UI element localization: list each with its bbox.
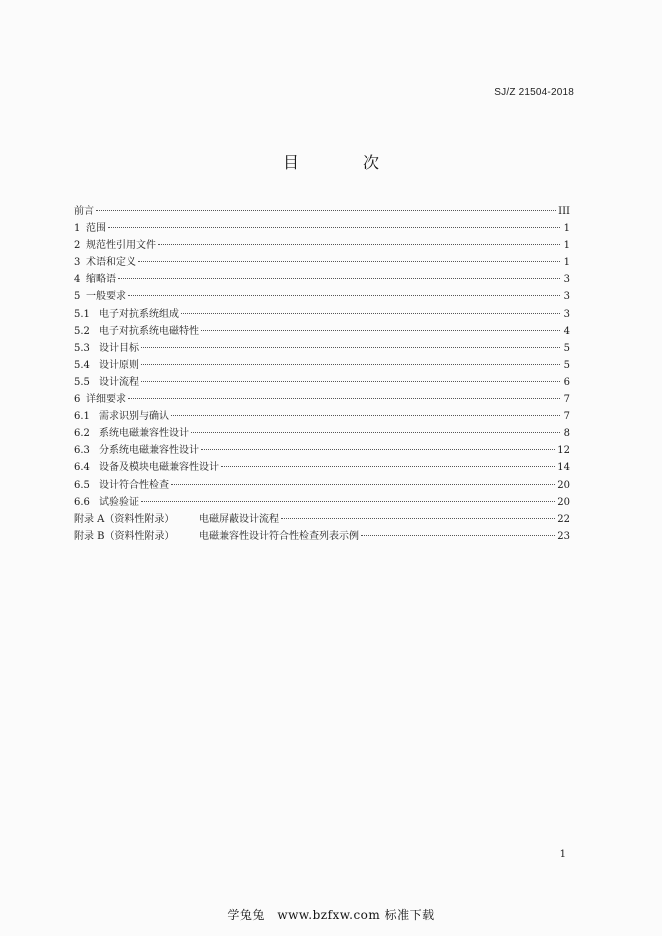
table-of-contents <box>74 203 570 545</box>
toc-entry-page: 20 <box>557 496 570 508</box>
toc-entry-number: 3 <box>74 257 81 269</box>
toc-entry[interactable] <box>74 425 570 442</box>
toc-entry[interactable] <box>74 271 570 288</box>
toc-entry[interactable] <box>74 288 570 305</box>
toc-entry[interactable] <box>74 459 570 476</box>
toc-entry[interactable] <box>74 254 570 271</box>
toc-entry-number: 6.3 <box>74 445 90 457</box>
toc-entry-page: 12 <box>557 445 570 457</box>
toc-entry-page: III <box>558 206 570 217</box>
toc-entry-number: 5.5 <box>74 376 90 388</box>
toc-entry-title: 术语和定义 <box>86 257 136 269</box>
toc-entry-page: 3 <box>563 308 570 320</box>
footer-watermark: 学兔兔 www.bzfxw.com 标准下载 <box>227 908 435 922</box>
toc-entry-page: 1 <box>563 223 570 235</box>
toc-entry-number: 6.5 <box>74 479 90 491</box>
toc-entry-title: 前言 <box>74 206 94 217</box>
toc-entry-page: 8 <box>563 428 570 440</box>
toc-leader-dots <box>141 364 560 365</box>
toc-leader-dots <box>171 484 555 485</box>
toc-entry[interactable] <box>74 442 570 459</box>
toc-entry-title: 分系统电磁兼容性设计 <box>99 445 199 457</box>
toc-entry-title: 一般要求 <box>86 291 126 303</box>
toc-entry[interactable] <box>74 408 570 425</box>
toc-entry[interactable] <box>74 323 570 340</box>
toc-entry-number: 5.4 <box>74 359 90 371</box>
toc-entry[interactable] <box>74 237 570 254</box>
toc-entry-number: 6.6 <box>74 496 90 508</box>
page-title: 目 次 <box>282 153 403 172</box>
toc-entry-title: 需求识别与确认 <box>99 411 169 423</box>
toc-entry[interactable] <box>74 220 570 237</box>
toc-entry-page: 6 <box>563 376 570 388</box>
toc-entry-title: 设计符合性检查 <box>99 479 169 491</box>
toc-leader-dots <box>191 432 560 433</box>
toc-entry[interactable] <box>74 374 570 391</box>
standard-code: SJ/Z 21504-2018 <box>494 87 574 98</box>
toc-leader-dots <box>361 535 555 536</box>
toc-leader-dots <box>138 261 560 262</box>
toc-entry[interactable] <box>74 528 570 545</box>
toc-leader-dots <box>128 295 560 296</box>
toc-entry-number: 6.2 <box>74 428 90 440</box>
toc-entry[interactable] <box>74 494 570 511</box>
toc-entry-title: 设计目标 <box>99 342 139 354</box>
toc-entry-number: 1 <box>74 223 81 235</box>
toc-entry-title: 设备及模块电磁兼容性设计 <box>99 462 219 474</box>
toc-entry-page: 1 <box>563 240 570 252</box>
toc-entry[interactable] <box>74 357 570 374</box>
toc-entry-page: 4 <box>563 325 570 337</box>
toc-entry-number: 6.1 <box>74 411 90 423</box>
toc-entry-page: 5 <box>563 359 570 371</box>
toc-entry-number: 4 <box>74 274 81 286</box>
toc-leader-dots <box>181 313 560 314</box>
toc-entry-number: 5 <box>74 291 81 303</box>
toc-entry-number: 5.2 <box>74 325 90 337</box>
toc-entry-number: 5.1 <box>74 308 90 320</box>
toc-entry-number: 6.4 <box>74 462 90 474</box>
toc-entry-title: 电磁兼容性设计符合性检查列表示例 <box>199 530 359 542</box>
toc-entry-title: 电子对抗系统电磁特性 <box>99 325 199 337</box>
toc-entry-page: 1 <box>563 257 570 269</box>
toc-entry-number: 附录 B（资料性附录） <box>74 530 175 542</box>
toc-entry-page: 3 <box>563 291 570 303</box>
toc-entry-title: 电磁屏蔽设计流程 <box>199 513 279 525</box>
toc-entry-page: 14 <box>557 462 570 474</box>
toc-entry-title: 范围 <box>86 223 106 235</box>
toc-entry-page: 3 <box>563 274 570 286</box>
toc-entry-page: 7 <box>563 411 570 423</box>
toc-leader-dots <box>281 518 555 519</box>
toc-leader-dots <box>141 501 555 502</box>
toc-leader-dots <box>171 415 560 416</box>
toc-entry-number: 2 <box>74 240 81 252</box>
toc-leader-dots <box>141 347 560 348</box>
toc-entry-title: 试验验证 <box>99 496 139 508</box>
toc-entry-number: 5.3 <box>74 342 90 354</box>
toc-leader-dots <box>96 210 556 211</box>
toc-entry[interactable] <box>74 203 570 220</box>
toc-entry-page: 7 <box>563 394 570 406</box>
toc-leader-dots <box>141 381 560 382</box>
toc-leader-dots <box>201 449 555 450</box>
toc-leader-dots <box>158 244 560 245</box>
toc-entry[interactable] <box>74 477 570 494</box>
toc-entry-title: 详细要求 <box>86 394 126 406</box>
toc-entry-page: 20 <box>557 479 570 491</box>
toc-entry-page: 22 <box>557 513 570 525</box>
toc-entry[interactable] <box>74 340 570 357</box>
toc-entry-number: 6 <box>74 394 81 406</box>
toc-leader-dots <box>128 398 560 399</box>
page-number: 1 <box>559 849 566 860</box>
toc-entry-number: 附录 A（资料性附录） <box>74 513 175 525</box>
toc-entry-page: 23 <box>557 530 570 542</box>
toc-entry[interactable] <box>74 511 570 528</box>
toc-entry-title: 缩略语 <box>86 274 116 286</box>
toc-leader-dots <box>221 466 555 467</box>
toc-entry-title: 设计流程 <box>99 376 139 388</box>
toc-entry-title: 系统电磁兼容性设计 <box>99 428 189 440</box>
toc-entry-title: 规范性引用文件 <box>86 240 156 252</box>
toc-entry[interactable] <box>74 306 570 323</box>
toc-leader-dots <box>201 330 560 331</box>
toc-entry-title: 电子对抗系统组成 <box>99 308 179 320</box>
toc-entry-page: 5 <box>563 342 570 354</box>
toc-leader-dots <box>118 278 560 279</box>
toc-entry-title: 设计原则 <box>99 359 139 371</box>
toc-leader-dots <box>108 227 560 228</box>
toc-entry[interactable] <box>74 391 570 408</box>
